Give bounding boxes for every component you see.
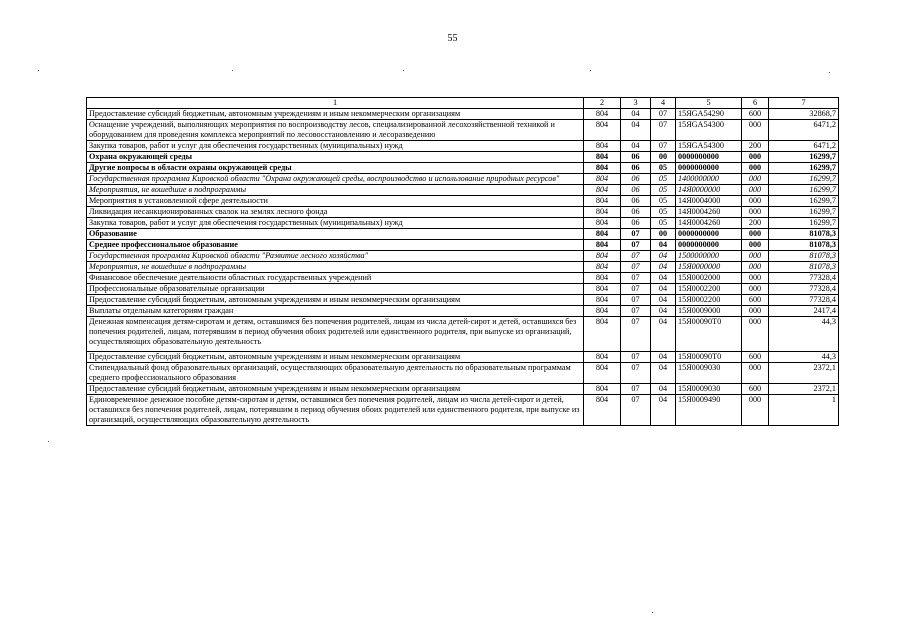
subsection-cell: 04 <box>651 295 676 306</box>
code-cell: 804 <box>584 395 621 426</box>
section-cell: 07 <box>621 240 651 251</box>
table-row <box>87 363 839 384</box>
name-cell: Оснащение учреждений, выполняющих мероприятия по воспроизводству лесов, специализированной лесохозяйственной техникой и оборудованием для проведения комплекса мероприятий по лесовосстановлению и лесоразведению <box>87 120 584 141</box>
name-cell: Выплаты отдельным категориям граждан <box>87 306 584 317</box>
amount-cell: 16299,7 <box>769 218 839 229</box>
code-cell: 804 <box>584 273 621 284</box>
article-cell: 15Я00090Т0 <box>676 352 742 363</box>
article-cell: 14Я0004260 <box>676 218 742 229</box>
subsection-cell: 07 <box>651 141 676 152</box>
code-cell: 804 <box>584 207 621 218</box>
amount-cell: 81078,3 <box>769 240 839 251</box>
expense-type-cell: 000 <box>742 395 769 426</box>
scan-speck <box>829 72 830 73</box>
expense-type-cell: 000 <box>742 174 769 185</box>
expense-type-cell: 000 <box>742 363 769 384</box>
subsection-cell: 04 <box>651 384 676 395</box>
article-cell: 1500000000 <box>676 251 742 262</box>
article-cell: 15Я0000000 <box>676 262 742 273</box>
expense-type-cell: 600 <box>742 352 769 363</box>
expense-type-cell: 000 <box>742 152 769 163</box>
name-cell: Среднее профессиональное образование <box>87 240 584 251</box>
code-cell: 804 <box>584 262 621 273</box>
code-cell: 804 <box>584 240 621 251</box>
table-row <box>87 163 839 174</box>
expense-type-cell: 000 <box>742 306 769 317</box>
amount-cell: 16299,7 <box>769 174 839 185</box>
code-cell: 804 <box>584 363 621 384</box>
code-cell: 804 <box>584 141 621 152</box>
subsection-cell: 05 <box>651 174 676 185</box>
subsection-cell: 04 <box>651 317 676 352</box>
code-cell: 804 <box>584 152 621 163</box>
table-row <box>87 207 839 218</box>
header-cell: 1 <box>87 98 584 109</box>
code-cell: 804 <box>584 251 621 262</box>
code-cell: 804 <box>584 109 621 120</box>
amount-cell: 44,3 <box>769 352 839 363</box>
header-cell: 3 <box>621 98 651 109</box>
subsection-cell: 05 <box>651 207 676 218</box>
subsection-cell: 05 <box>651 196 676 207</box>
table-row <box>87 251 839 262</box>
code-cell: 804 <box>584 163 621 174</box>
article-cell: 15Я0002200 <box>676 284 742 295</box>
subsection-cell: 00 <box>651 229 676 240</box>
subsection-cell: 04 <box>651 284 676 295</box>
header-cell: 7 <box>769 98 839 109</box>
article-cell: 1400000000 <box>676 174 742 185</box>
scan-speck <box>590 70 591 71</box>
table-row <box>87 262 839 273</box>
section-cell: 07 <box>621 384 651 395</box>
table-row <box>87 284 839 295</box>
name-cell: Ликвидация несанкционированных свалок на землях лесного фонда <box>87 207 584 218</box>
subsection-cell: 07 <box>651 120 676 141</box>
code-cell: 804 <box>584 218 621 229</box>
section-cell: 04 <box>621 141 651 152</box>
expense-type-cell: 000 <box>742 262 769 273</box>
amount-cell: 77328,4 <box>769 273 839 284</box>
code-cell: 804 <box>584 229 621 240</box>
scan-speck <box>38 70 39 71</box>
name-cell: Единовременное денежное пособие детям-сиротам и детям, оставшимся без попечения родителей, лицам из числа детей-сирот и детей, оставшихся без попечения родителей, лицам, потерявшим в период обучения обоих родителей или единственного родителя, при выпуске из организаций, осуществляющих образовательную деятельность <box>87 395 584 426</box>
expense-type-cell: 200 <box>742 218 769 229</box>
name-cell: Государственная программа Кировской области "Охрана окружающей среды, воспроизводство и использование природных ресурсов" <box>87 174 584 185</box>
article-cell: 15Я00090Т0 <box>676 317 742 352</box>
name-cell: Профессиональные образовательные организации <box>87 284 584 295</box>
expense-type-cell: 200 <box>742 141 769 152</box>
code-cell: 804 <box>584 196 621 207</box>
section-cell: 07 <box>621 262 651 273</box>
amount-cell: 2372,1 <box>769 384 839 395</box>
name-cell: Закупка товаров, работ и услуг для обеспечения государственных (муниципальных) нужд <box>87 218 584 229</box>
name-cell: Предоставление субсидий бюджетным, автономным учреждениям и иным некоммерческим организациям <box>87 384 584 395</box>
amount-cell: 77328,4 <box>769 284 839 295</box>
name-cell: Финансовое обеспечение деятельности областных государственных учреждений <box>87 273 584 284</box>
amount-cell: 44,3 <box>769 317 839 352</box>
section-cell: 06 <box>621 174 651 185</box>
article-cell: 15ЯGA54300 <box>676 120 742 141</box>
header-cell: 6 <box>742 98 769 109</box>
scan-speck <box>652 612 653 613</box>
section-cell: 07 <box>621 363 651 384</box>
name-cell: Денежная компенсация детям-сиротам и детям, оставшимся без попечения родителей, лицам из числа детей-сирот и детей, оставшихся без попечения родителей, лицам, потерявшим в период обучения обоих родителей или единственного родителя, при выпуске из организаций, осуществляющих образовательную деятельность <box>87 317 584 352</box>
section-cell: 06 <box>621 152 651 163</box>
expense-type-cell: 000 <box>742 284 769 295</box>
name-cell: Предоставление субсидий бюджетным, автономным учреждениям и иным некоммерческим организациям <box>87 295 584 306</box>
subsection-cell: 04 <box>651 352 676 363</box>
header-cell: 4 <box>651 98 676 109</box>
article-cell: 15Я0002000 <box>676 273 742 284</box>
code-cell: 804 <box>584 120 621 141</box>
section-cell: 07 <box>621 273 651 284</box>
header-cell: 2 <box>584 98 621 109</box>
scan-speck <box>403 70 404 71</box>
table-row <box>87 109 839 120</box>
table-header-row <box>87 98 839 109</box>
amount-cell: 81078,3 <box>769 262 839 273</box>
expense-type-cell: 000 <box>742 185 769 196</box>
article-cell: 15Я0009000 <box>676 306 742 317</box>
subsection-cell: 05 <box>651 163 676 174</box>
name-cell: Предоставление субсидий бюджетным, автономным учреждениям и иным некоммерческим организациям <box>87 109 584 120</box>
table-row <box>87 306 839 317</box>
subsection-cell: 04 <box>651 273 676 284</box>
section-cell: 07 <box>621 306 651 317</box>
table-row <box>87 185 839 196</box>
table-row <box>87 352 839 363</box>
name-cell: Другие вопросы в области охраны окружающей среды <box>87 163 584 174</box>
name-cell: Стипендиальный фонд образовательных организаций, осуществляющих образовательную деятельность по образовательным программам среднего профессионального образования <box>87 363 584 384</box>
code-cell: 804 <box>584 185 621 196</box>
article-cell: 15Я0009030 <box>676 363 742 384</box>
article-cell: 14Я0004000 <box>676 196 742 207</box>
name-cell: Мероприятия, не вошедшие в подпрограммы <box>87 262 584 273</box>
subsection-cell: 05 <box>651 185 676 196</box>
table-row <box>87 395 839 426</box>
expense-type-cell: 000 <box>742 120 769 141</box>
article-cell: 0000000000 <box>676 240 742 251</box>
section-cell: 06 <box>621 163 651 174</box>
section-cell: 07 <box>621 317 651 352</box>
subsection-cell: 05 <box>651 218 676 229</box>
expense-type-cell: 000 <box>742 317 769 352</box>
table-row <box>87 218 839 229</box>
section-cell: 07 <box>621 295 651 306</box>
section-cell: 06 <box>621 207 651 218</box>
scan-speck <box>48 441 49 442</box>
expense-type-cell: 000 <box>742 163 769 174</box>
section-cell: 07 <box>621 395 651 426</box>
subsection-cell: 04 <box>651 262 676 273</box>
section-cell: 07 <box>621 352 651 363</box>
subsection-cell: 04 <box>651 363 676 384</box>
section-cell: 07 <box>621 229 651 240</box>
code-cell: 804 <box>584 317 621 352</box>
section-cell: 04 <box>621 109 651 120</box>
page-number: 55 <box>447 33 458 44</box>
article-cell: 15ЯGA54290 <box>676 109 742 120</box>
name-cell: Закупка товаров, работ и услуг для обеспечения государственных (муниципальных) нужд <box>87 141 584 152</box>
section-cell: 04 <box>621 120 651 141</box>
code-cell: 804 <box>584 352 621 363</box>
table-row <box>87 273 839 284</box>
subsection-cell: 00 <box>651 152 676 163</box>
amount-cell: 2372,1 <box>769 363 839 384</box>
article-cell: 0000000000 <box>676 152 742 163</box>
article-cell: 15Я0002200 <box>676 295 742 306</box>
subsection-cell: 04 <box>651 306 676 317</box>
name-cell: Мероприятия в установленной сфере деятельности <box>87 196 584 207</box>
expense-type-cell: 000 <box>742 196 769 207</box>
amount-cell: 81078,3 <box>769 251 839 262</box>
amount-cell: 16299,7 <box>769 163 839 174</box>
name-cell: Предоставление субсидий бюджетным, автономным учреждениям и иным некоммерческим организациям <box>87 352 584 363</box>
budget-table <box>86 97 839 426</box>
table-row <box>87 196 839 207</box>
expense-type-cell: 000 <box>742 207 769 218</box>
table-row <box>87 317 839 352</box>
amount-cell: 32868,7 <box>769 109 839 120</box>
article-cell: 0000000000 <box>676 163 742 174</box>
table-row <box>87 384 839 395</box>
amount-cell: 16299,7 <box>769 185 839 196</box>
subsection-cell: 04 <box>651 395 676 426</box>
expense-type-cell: 600 <box>742 109 769 120</box>
subsection-cell: 04 <box>651 240 676 251</box>
amount-cell: 77328,4 <box>769 295 839 306</box>
scan-speck <box>232 70 233 71</box>
section-cell: 07 <box>621 251 651 262</box>
code-cell: 804 <box>584 284 621 295</box>
section-cell: 06 <box>621 196 651 207</box>
subsection-cell: 07 <box>651 109 676 120</box>
subsection-cell: 04 <box>651 251 676 262</box>
article-cell: 15Я0009490 <box>676 395 742 426</box>
article-cell: 0000000000 <box>676 229 742 240</box>
amount-cell: 6471,2 <box>769 120 839 141</box>
amount-cell: 16299,7 <box>769 152 839 163</box>
code-cell: 804 <box>584 295 621 306</box>
article-cell: 15Я0009030 <box>676 384 742 395</box>
article-cell: 15ЯGA54300 <box>676 141 742 152</box>
section-cell: 06 <box>621 185 651 196</box>
table-row <box>87 229 839 240</box>
table-row <box>87 240 839 251</box>
name-cell: Образование <box>87 229 584 240</box>
amount-cell: 2417,4 <box>769 306 839 317</box>
table-row <box>87 152 839 163</box>
code-cell: 804 <box>584 174 621 185</box>
amount-cell: 6471,2 <box>769 141 839 152</box>
expense-type-cell: 000 <box>742 240 769 251</box>
name-cell: Государственная программа Кировской области "Развитие лесного хозяйства" <box>87 251 584 262</box>
article-cell: 14Я0004260 <box>676 207 742 218</box>
header-cell: 5 <box>676 98 742 109</box>
name-cell: Охрана окружающей среды <box>87 152 584 163</box>
section-cell: 06 <box>621 218 651 229</box>
expense-type-cell: 600 <box>742 295 769 306</box>
table-row <box>87 141 839 152</box>
expense-type-cell: 000 <box>742 251 769 262</box>
amount-cell: 81078,3 <box>769 229 839 240</box>
table-row <box>87 295 839 306</box>
expense-type-cell: 000 <box>742 229 769 240</box>
section-cell: 07 <box>621 284 651 295</box>
expense-type-cell: 000 <box>742 273 769 284</box>
amount-cell: 16299,7 <box>769 207 839 218</box>
name-cell: Мероприятия, не вошедшие в подпрограммы <box>87 185 584 196</box>
table-row <box>87 120 839 141</box>
code-cell: 804 <box>584 306 621 317</box>
code-cell: 804 <box>584 384 621 395</box>
table-row <box>87 174 839 185</box>
article-cell: 14Я0000000 <box>676 185 742 196</box>
amount-cell: 16299,7 <box>769 196 839 207</box>
amount-cell: 1 <box>769 395 839 426</box>
expense-type-cell: 600 <box>742 384 769 395</box>
